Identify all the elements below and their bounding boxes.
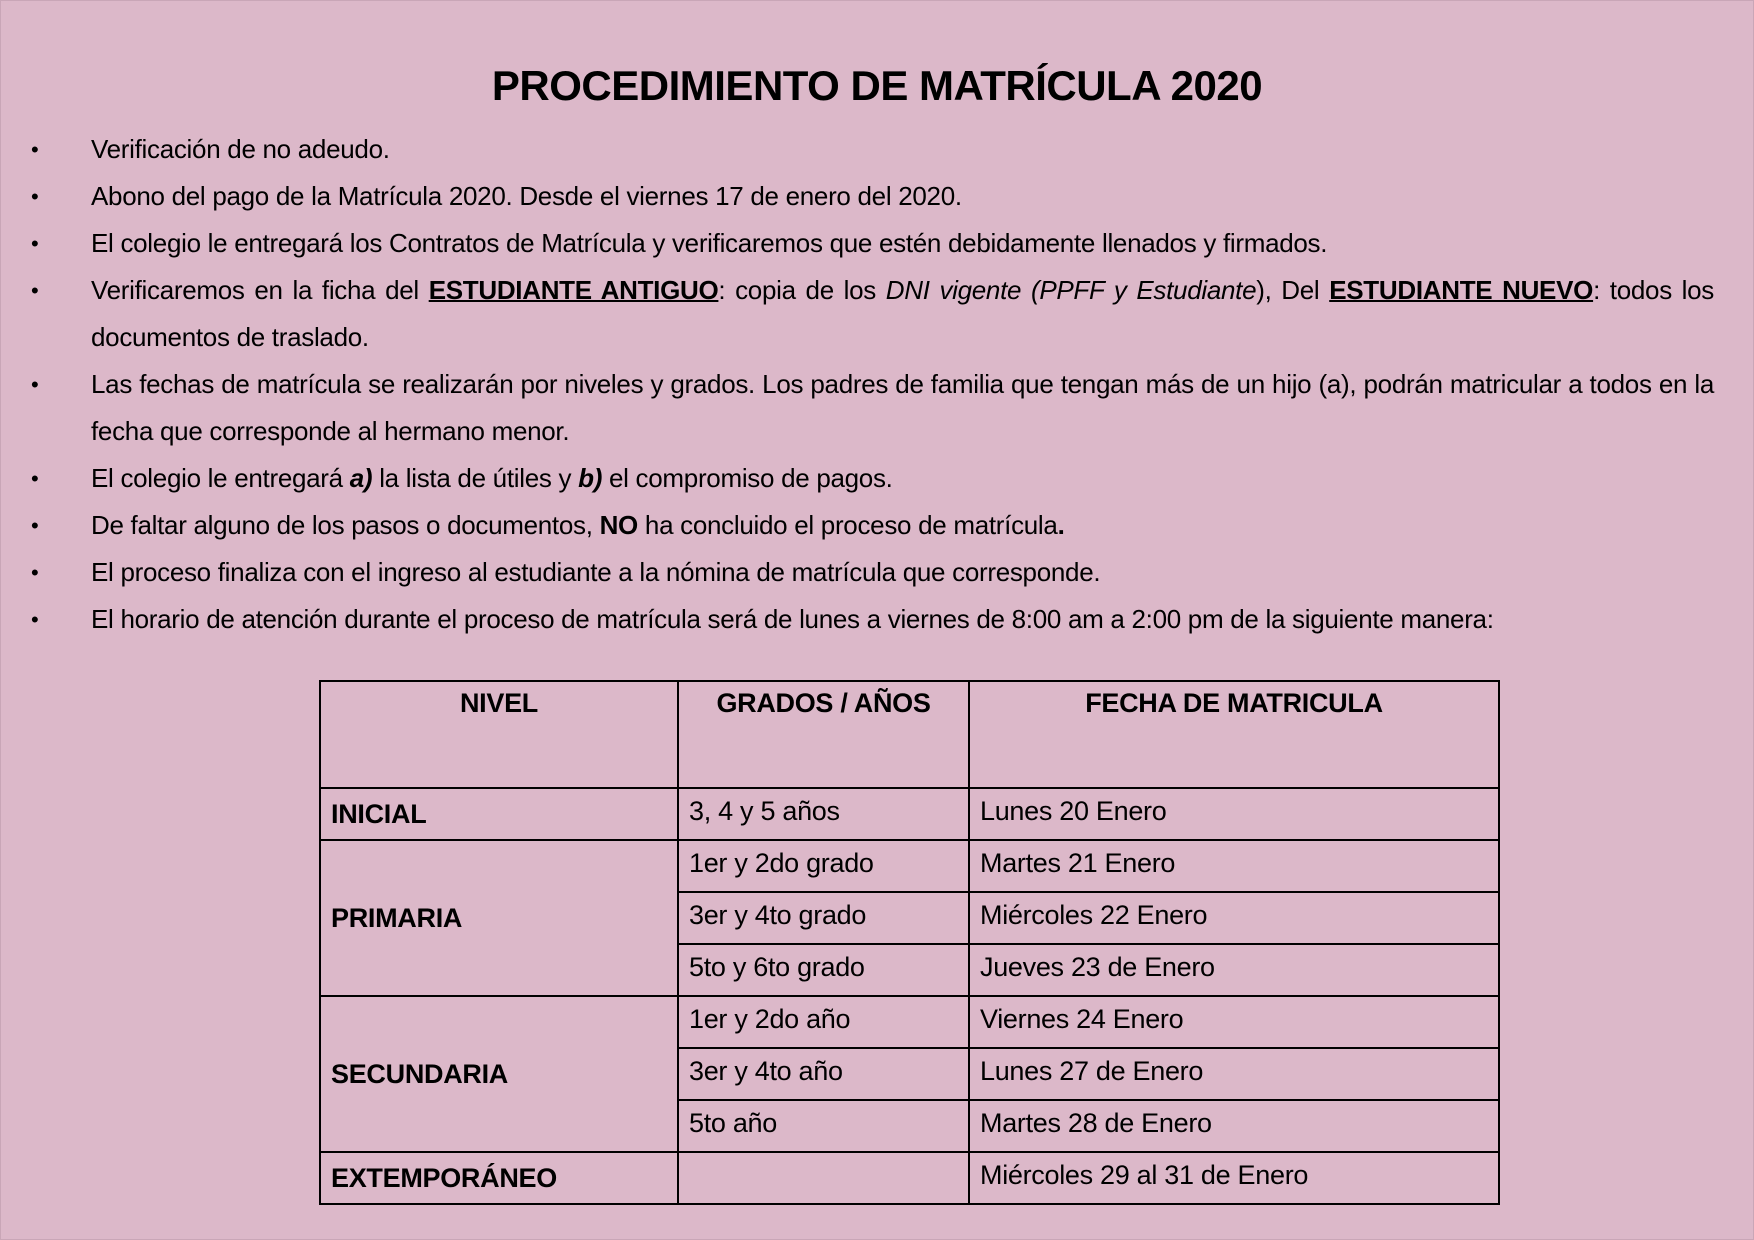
bullet-icon: • bbox=[31, 560, 39, 585]
procedure-list bbox=[0, 126, 1754, 643]
bullet-icon: • bbox=[31, 513, 39, 538]
schedule-table bbox=[319, 680, 1500, 1205]
header-fecha: FECHA DE MATRICULA bbox=[969, 681, 1499, 788]
date-cell: Martes 28 de Enero bbox=[969, 1100, 1499, 1152]
header-grados: GRADOS / AÑOS bbox=[678, 681, 969, 788]
grade-cell: 5to y 6to grado bbox=[678, 944, 969, 996]
list-item: • El colegio le entregará los Contratos de Matrícula y verificaremos que estén debidamente llenados y firmados. bbox=[0, 220, 1714, 267]
date-cell: Jueves 23 de Enero bbox=[969, 944, 1499, 996]
table-header-row bbox=[320, 681, 1499, 788]
bullet-icon: • bbox=[31, 184, 39, 209]
level-cell: INICIAL bbox=[320, 788, 678, 840]
bullet-icon: • bbox=[31, 607, 39, 632]
list-item: • Abono del pago de la Matrícula 2020. Desde el viernes 17 de enero del 2020. bbox=[0, 173, 1714, 220]
level-cell: EXTEMPORÁNEO bbox=[320, 1152, 678, 1204]
table-row bbox=[320, 788, 1499, 840]
list-item: • El proceso finaliza con el ingreso al estudiante a la nómina de matrícula que corresponde. bbox=[0, 549, 1714, 596]
date-cell: Miércoles 22 Enero bbox=[969, 892, 1499, 944]
list-item: • El colegio le entregará a) la lista de útiles y b) el compromiso de pagos. bbox=[0, 455, 1714, 502]
estudiante-nuevo: ESTUDIANTE NUEVO bbox=[1329, 275, 1594, 305]
estudiante-antiguo: ESTUDIANTE ANTIGUO bbox=[428, 275, 719, 305]
date-cell: Miércoles 29 al 31 de Enero bbox=[969, 1152, 1499, 1204]
table-row bbox=[320, 1152, 1499, 1204]
page-title: PROCEDIMIENTO DE MATRÍCULA 2020 bbox=[491, 62, 1263, 109]
list-item: • De faltar alguno de los pasos o documentos, NO ha concluido el proceso de matrícula. bbox=[0, 502, 1714, 549]
bullet-icon: • bbox=[31, 466, 39, 491]
level-cell: PRIMARIA bbox=[320, 840, 678, 996]
bullet-icon: • bbox=[31, 278, 39, 303]
grade-cell bbox=[678, 1152, 969, 1204]
grade-cell: 5to año bbox=[678, 1100, 969, 1152]
grade-cell: 3er y 4to grado bbox=[678, 892, 969, 944]
grade-cell: 3, 4 y 5 años bbox=[678, 788, 969, 840]
grade-cell: 1er y 2do grado bbox=[678, 840, 969, 892]
grade-cell: 3er y 4to año bbox=[678, 1048, 969, 1100]
list-item: • El horario de atención durante el proceso de matrícula será de lunes a viernes de 8:00 am a 2:00 pm de la siguiente manera: bbox=[0, 596, 1714, 643]
table-row bbox=[320, 996, 1499, 1048]
header-nivel: NIVEL bbox=[320, 681, 678, 788]
date-cell: Martes 21 Enero bbox=[969, 840, 1499, 892]
date-cell: Viernes 24 Enero bbox=[969, 996, 1499, 1048]
table-row bbox=[320, 840, 1499, 892]
list-item: • Verificaremos en la ficha del ESTUDIANTE ANTIGUO: copia de los DNI vigente (PPFF y Estudiante), Del ESTUDIANTE NUEVO: todos los documentos de traslado. bbox=[0, 267, 1714, 361]
list-item: • Verificación de no adeudo. bbox=[0, 126, 1714, 173]
bullet-icon: • bbox=[31, 137, 39, 162]
level-cell: SECUNDARIA bbox=[320, 996, 678, 1152]
bullet-icon: • bbox=[31, 231, 39, 256]
bullet-icon: • bbox=[31, 372, 39, 397]
grade-cell: 1er y 2do año bbox=[678, 996, 969, 1048]
list-item: • Las fechas de matrícula se realizarán por niveles y grados. Los padres de familia que tengan más de un hijo (a), podrán matricular a todos en la fecha que corresponde al hermano menor. bbox=[0, 361, 1714, 455]
date-cell: Lunes 20 Enero bbox=[969, 788, 1499, 840]
date-cell: Lunes 27 de Enero bbox=[969, 1048, 1499, 1100]
